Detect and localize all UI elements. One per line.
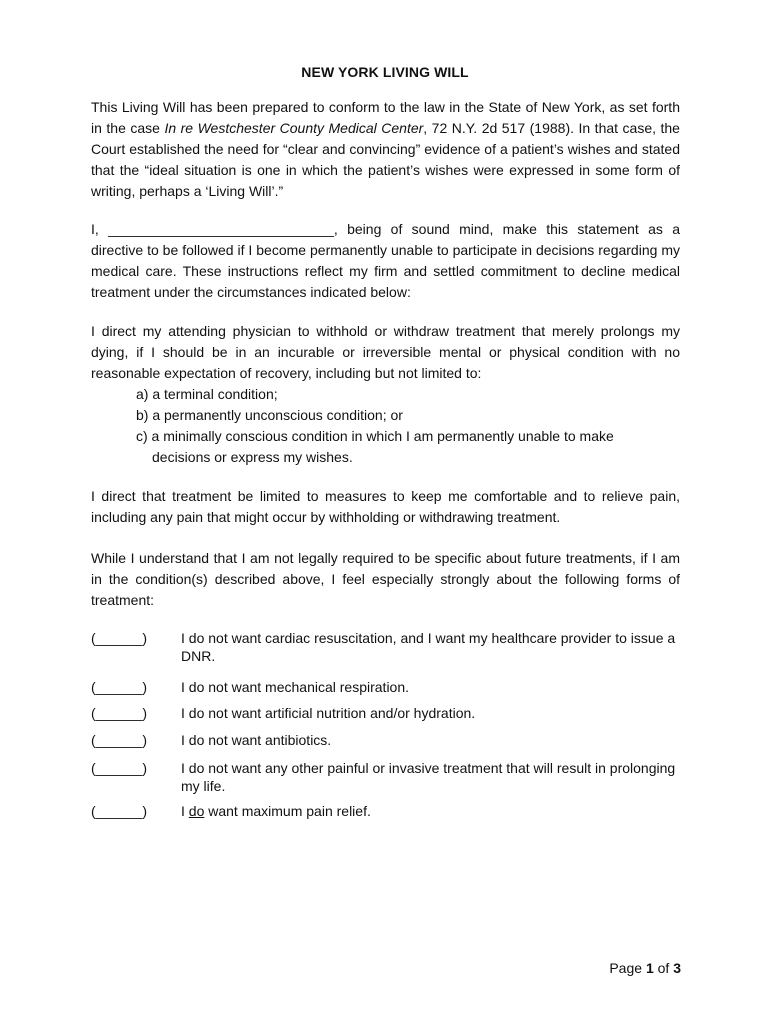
pain-relief-post: want maximum pain relief. <box>204 803 371 819</box>
page-of-word: of <box>653 960 674 976</box>
condition-c: c) a minimally conscious condition in which I am permanently unable to make <box>136 428 614 444</box>
conditions-list <box>136 384 696 468</box>
pain-relief-pre: I <box>181 803 189 819</box>
choice-blank-invasive[interactable]: (______) <box>91 760 148 776</box>
choice-row-cardiac <box>91 629 691 665</box>
understand-paragraph: While I understand that I am not legally required to be specific about future treatments, if I am in the condition(s) described above, I feel especially strongly about the following forms of treatment: <box>91 550 680 608</box>
page-total: 3 <box>673 960 681 976</box>
choice-text-invasive: I do not want any other painful or invasive treatment that will result in prolonging my life. <box>181 760 676 794</box>
choice-row-invasive <box>91 759 691 795</box>
condition-c-continued: decisions or express my wishes. <box>152 449 353 465</box>
choice-row-antibiotics <box>91 731 691 749</box>
case-name: In re Westchester County Medical Center <box>164 120 424 136</box>
choice-blank-antibiotics[interactable]: (______) <box>91 732 148 748</box>
choice-blank-nutrition[interactable]: (______) <box>91 705 148 721</box>
intro-text-before: This Living Will has been prepared to conform to the law in the State of New York, as set forth in the case <box>91 99 680 136</box>
directive-paragraph <box>91 219 680 303</box>
choice-row-pain-relief <box>91 802 691 820</box>
intro-text-after: , 72 N.Y. 2d 517 (1988). In that case, the Court established the need for “clear and convincing” evidence of a patient’s wishes and stated that the “ideal situation is one in which the patient’s wishes were expressed in some form of writing, perhaps a ‘Living Will’.” <box>91 120 680 199</box>
choice-blank-pain-relief[interactable]: (______) <box>91 803 148 819</box>
choice-text-nutrition: I do not want artificial nutrition and/or hydration. <box>181 705 476 721</box>
directive-prefix: I, <box>91 221 109 237</box>
name-blank[interactable]: _____________________________ <box>108 221 334 237</box>
physician-paragraph: I direct my attending physician to withhold or withdraw treatment that merely prolongs my dying, if I should be in an incurable or irreversible mental or physical condition with no reasonable expectation of recovery, including but not limited to: <box>91 323 680 381</box>
condition-a: a) a terminal condition; <box>136 386 278 402</box>
page-number <box>609 960 681 976</box>
directive-text: , being of sound mind, make this statement as a directive to be followed if I become permanently unable to participate in decisions regarding my medical care. These instructions reflect my firm and settled commitment to decline medical treatment under the circumstances indicated below: <box>91 221 680 300</box>
pain-relief-do-underlined: do <box>188 803 205 819</box>
choice-blank-respiration[interactable]: (______) <box>91 679 148 695</box>
comfort-paragraph: I direct that treatment be limited to measures to keep me comfortable and to relieve pain, including any pain that might occur by withholding or withdrawing treatment. <box>91 488 680 525</box>
page-word: Page <box>609 960 646 976</box>
document-title: NEW YORK LIVING WILL <box>301 64 469 80</box>
intro-paragraph <box>91 97 680 202</box>
page-current: 1 <box>645 960 654 976</box>
choice-text-pain-relief <box>181 802 681 820</box>
choice-text-antibiotics: I do not want antibiotics. <box>181 732 332 748</box>
choice-row-respiration <box>91 678 691 696</box>
choice-blank-cardiac[interactable]: (______) <box>91 630 148 646</box>
condition-b: b) a permanently unconscious condition; or <box>136 407 403 423</box>
choice-text-cardiac: I do not want cardiac resuscitation, and I want my healthcare provider to issue a DNR. <box>181 630 676 664</box>
choice-text-respiration: I do not want mechanical respiration. <box>181 679 410 695</box>
choice-row-nutrition <box>91 704 691 722</box>
